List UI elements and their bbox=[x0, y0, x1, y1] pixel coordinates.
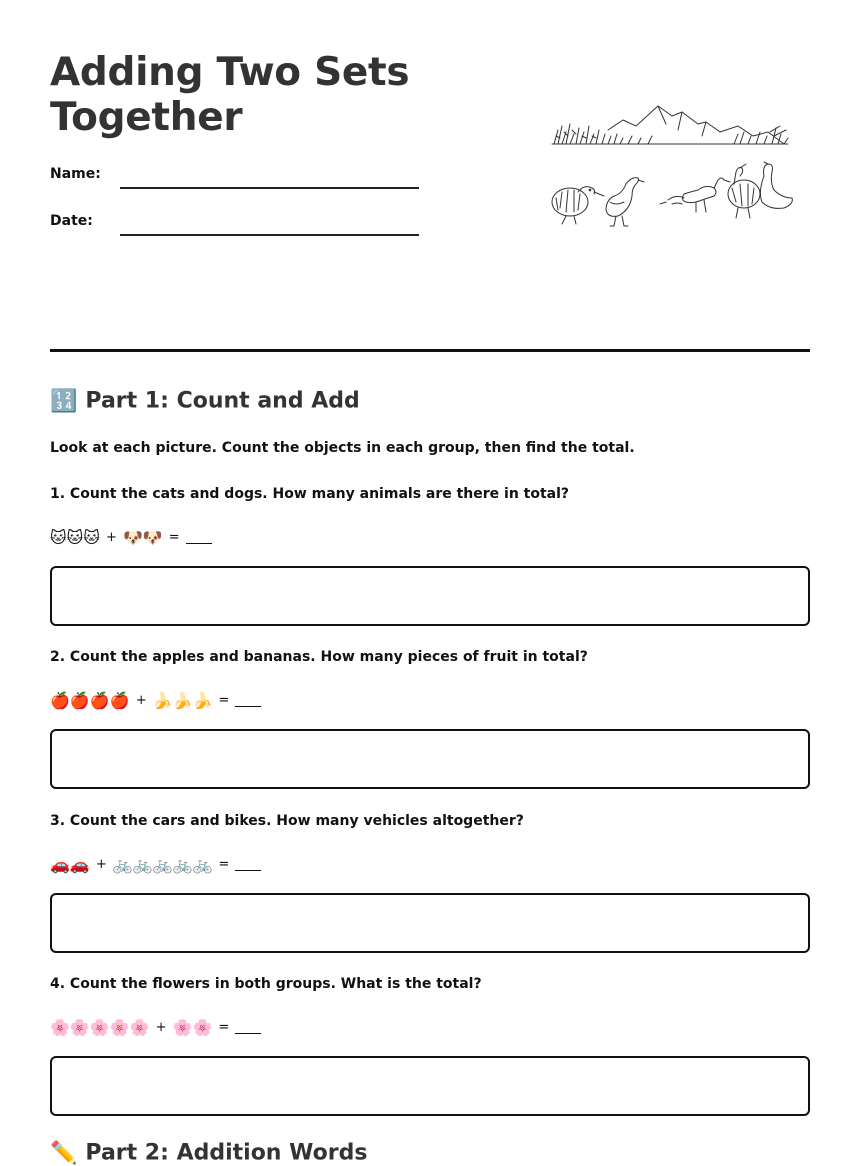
part1-instructions: Look at each picture. Count the objects in each group, then find the total. bbox=[50, 440, 635, 456]
addition-expression bbox=[50, 1018, 261, 1037]
worksheet-page bbox=[50, 0, 810, 1166]
addition-expression bbox=[50, 691, 261, 710]
worksheet-header bbox=[50, 0, 810, 260]
date-answer-line[interactable] bbox=[120, 234, 419, 236]
apple-group-icons: 🍎🍎🍎🍎 bbox=[50, 691, 130, 710]
pencil-icon: ✏️ bbox=[50, 1140, 78, 1166]
dog-group-icons: 🐶🐶 bbox=[122, 528, 163, 547]
answer-box[interactable] bbox=[50, 729, 810, 789]
addition-expression bbox=[50, 855, 261, 874]
plus-sign: + bbox=[106, 530, 117, 545]
name-label: Name: bbox=[50, 166, 101, 182]
car-group-icons: 🚗🚗 bbox=[50, 855, 90, 874]
addition-expression bbox=[50, 528, 212, 547]
question-4 bbox=[50, 976, 810, 1126]
answer-blank bbox=[235, 1021, 261, 1034]
question-2 bbox=[50, 649, 810, 799]
equals-sign: = bbox=[218, 857, 230, 872]
bike-group-icons: 🚲🚲🚲🚲🚲 bbox=[112, 855, 213, 874]
part1-heading bbox=[50, 388, 360, 414]
part2-heading-text: Part 2: Addition Words bbox=[85, 1140, 368, 1166]
date-field-row bbox=[50, 207, 430, 237]
flower-group-b-icons: 🌸🌸 bbox=[172, 1018, 213, 1037]
mountains-and-birds-drawing-icon bbox=[548, 92, 794, 232]
answer-blank bbox=[235, 694, 261, 707]
header-divider bbox=[50, 349, 810, 352]
answer-blank bbox=[235, 858, 261, 871]
banana-group-icons: 🍌🍌🍌 bbox=[152, 691, 213, 710]
flower-group-a-icons: 🌸🌸🌸🌸🌸 bbox=[50, 1018, 150, 1037]
cat-group-icons: 🐱🐱🐱 bbox=[50, 528, 101, 547]
answer-box[interactable] bbox=[50, 1056, 810, 1116]
equals-sign: = bbox=[218, 1020, 230, 1035]
answer-blank bbox=[186, 531, 212, 544]
numbers-keycap-icon: 🔢 bbox=[50, 388, 78, 414]
answer-box[interactable] bbox=[50, 893, 810, 953]
part1-heading-text: Part 1: Count and Add bbox=[85, 388, 360, 414]
date-label: Date: bbox=[50, 213, 93, 229]
question-prompt: 2. Count the apples and bananas. How many pieces of fruit in total? bbox=[50, 649, 588, 665]
part2-heading bbox=[50, 1140, 367, 1166]
question-1 bbox=[50, 486, 810, 636]
question-3 bbox=[50, 813, 810, 963]
question-prompt: 1. Count the cats and dogs. How many animals are there in total? bbox=[50, 486, 570, 502]
plus-sign: + bbox=[95, 857, 107, 872]
question-prompt: 4. Count the flowers in both groups. What is the total? bbox=[50, 976, 482, 992]
equals-sign: = bbox=[218, 693, 230, 708]
equals-sign: = bbox=[168, 530, 180, 545]
question-prompt: 3. Count the cars and bikes. How many vehicles altogether? bbox=[50, 813, 524, 829]
answer-box[interactable] bbox=[50, 566, 810, 626]
name-answer-line[interactable] bbox=[120, 187, 419, 189]
plus-sign: + bbox=[135, 693, 147, 708]
worksheet-title: Adding Two Sets Together bbox=[50, 50, 410, 140]
name-field-row bbox=[50, 160, 430, 190]
plus-sign: + bbox=[155, 1020, 167, 1035]
